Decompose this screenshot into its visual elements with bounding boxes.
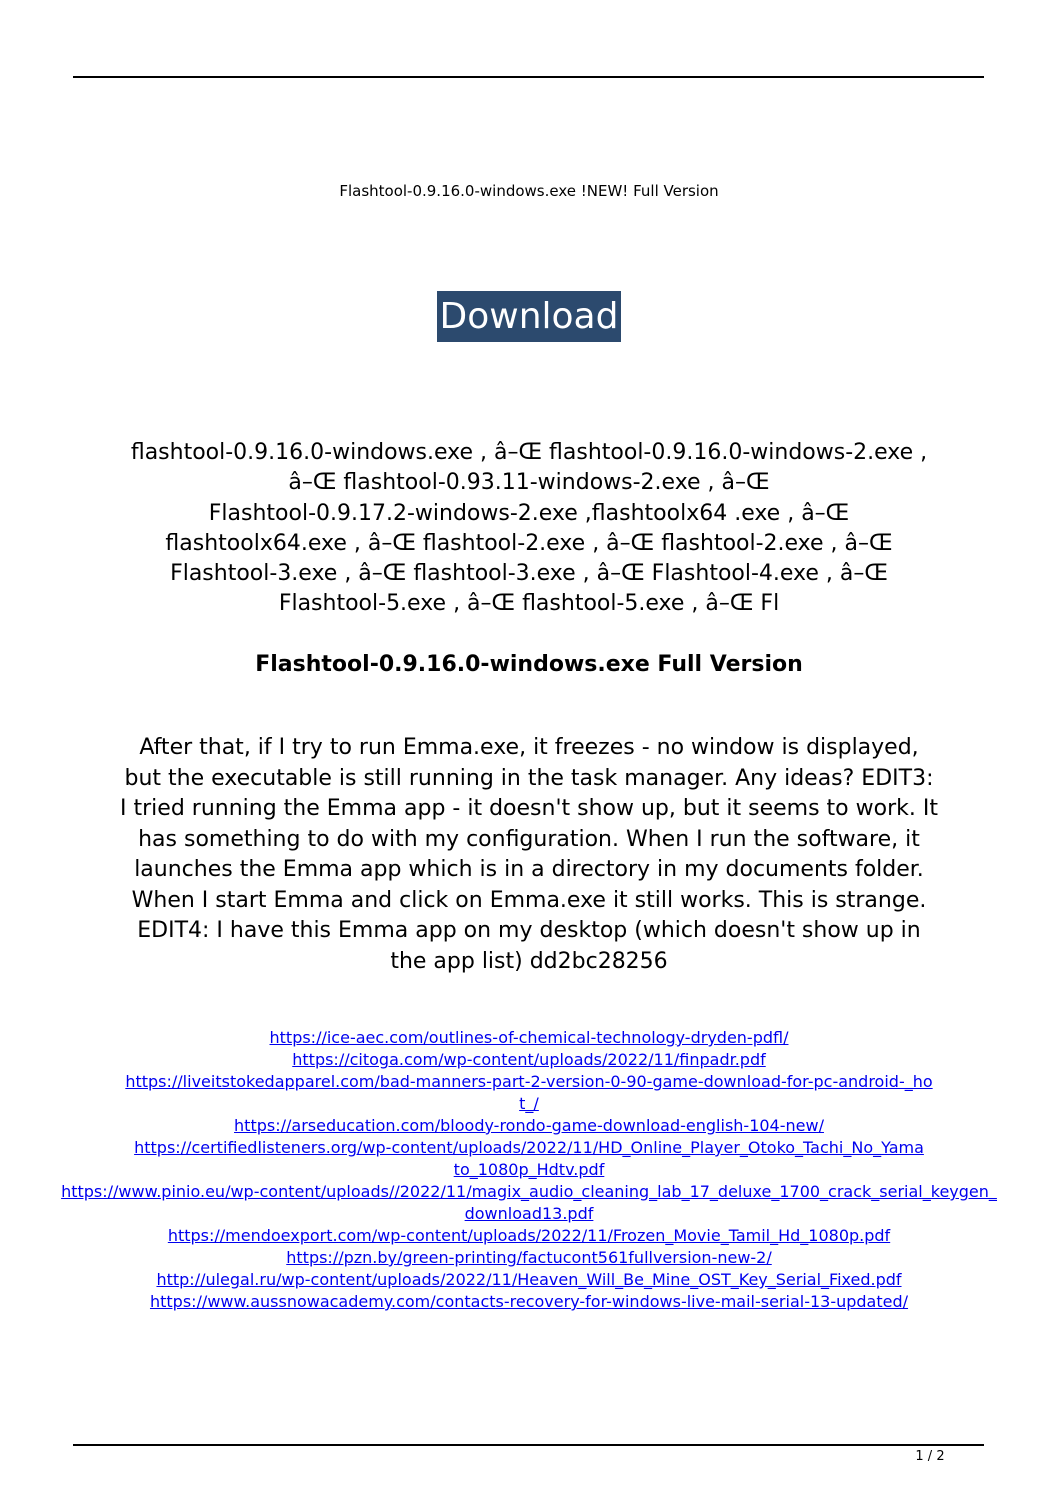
intro-line: flashtoolx64.exe , â–Œ flashtool-2.exe , â–Œ flashtool-2.exe , â–Œ: [165, 530, 893, 556]
link-item[interactable]: https://pzn.by/green-printing/factucont561fullversion-new-2/: [286, 1248, 772, 1267]
body-line: I tried running the Emma app - it doesn't show up, but it seems to work. It: [120, 796, 938, 821]
link-item[interactable]: https://ice-aec.com/outlines-of-chemical-technology-dryden-pdfl/: [269, 1028, 789, 1047]
intro-paragraph: [60, 438, 998, 620]
download-area: [0, 291, 1058, 342]
body-line: EDIT4: I have this Emma app on my desktop (which doesn't show up in: [137, 918, 921, 943]
link-item[interactable]: https://www.aussnowacademy.com/contacts-recovery-for-windows-live-mail-serial-13-updated/: [149, 1292, 909, 1311]
link-item[interactable]: https://mendoexport.com/wp-content/uploads/2022/11/Frozen_Movie_Tamil_Hd_1080p.pdf: [167, 1226, 891, 1245]
body-line: but the executable is still running in the task manager. Any ideas? EDIT3:: [124, 765, 934, 791]
body-line: launches the Emma app which is in a directory in my documents folder.: [134, 857, 924, 882]
link-item[interactable]: https://arseducation.com/bloody-rondo-game-download-english-104-new/: [234, 1116, 824, 1135]
link-item[interactable]: https://www.pinio.eu/wp-content/uploads//2022/11/magix_audio_cleaning_lab_17_deluxe_1700_crack_serial_keygen_download13.pdf: [61, 1182, 997, 1223]
body-paragraph: [60, 733, 998, 977]
section-heading: Flashtool-0.9.16.0-windows.exe Full Version: [255, 652, 803, 677]
body-line: After that, if I try to run Emma.exe, it freezes - no window is displayed,: [139, 735, 919, 760]
body-line: has something to do with my configuration. When I run the software, it: [138, 826, 920, 852]
intro-line: Flashtool-5.exe , â–Œ flashtool-5.exe , â–Œ Fl: [278, 591, 780, 617]
bottom-rule: [73, 1444, 984, 1446]
intro-line: â–Œ flashtool-0.93.11-windows-2.exe , â–Œ: [288, 470, 770, 496]
link-item[interactable]: https://citoga.com/wp-content/uploads/2022/11/finpadr.pdf: [292, 1050, 766, 1069]
link-item[interactable]: http://ulegal.ru/wp-content/uploads/2022/11/Heaven_Will_Be_Mine_OST_Key_Serial_Fixed.pdf: [156, 1270, 902, 1289]
body-line: When I start Emma and click on Emma.exe it still works. This is strange.: [131, 887, 927, 913]
download-button[interactable]: Download: [437, 291, 622, 342]
page-title: Flashtool-0.9.16.0-windows.exe !NEW! Full Version: [339, 182, 719, 200]
link-item[interactable]: https://liveitstokedapparel.com/bad-manners-part-2-version-0-90-game-download-for-pc-android-_hot_/: [125, 1072, 933, 1113]
top-rule: [73, 76, 984, 78]
intro-line: Flashtool-0.9.17.2-windows-2.exe ,flashtoolx64 .exe , â–Œ: [208, 500, 850, 526]
link-item[interactable]: https://certifiedlisteners.org/wp-content/uploads/2022/11/HD_Online_Player_Otoko_Tachi_No_Yamato_1080p_Hdtv.pdf: [134, 1138, 924, 1179]
body-line: the app list) dd2bc28256: [390, 948, 668, 974]
intro-line: Flashtool-3.exe , â–Œ flashtool-3.exe , â–Œ Flashtool-4.exe , â–Œ: [170, 561, 888, 587]
link-list: [60, 1027, 998, 1313]
page-number: 1 / 2: [915, 1449, 945, 1464]
intro-line: flashtool-0.9.16.0-windows.exe , â–Œ flashtool-0.9.16.0-windows-2.exe ,: [130, 440, 928, 465]
